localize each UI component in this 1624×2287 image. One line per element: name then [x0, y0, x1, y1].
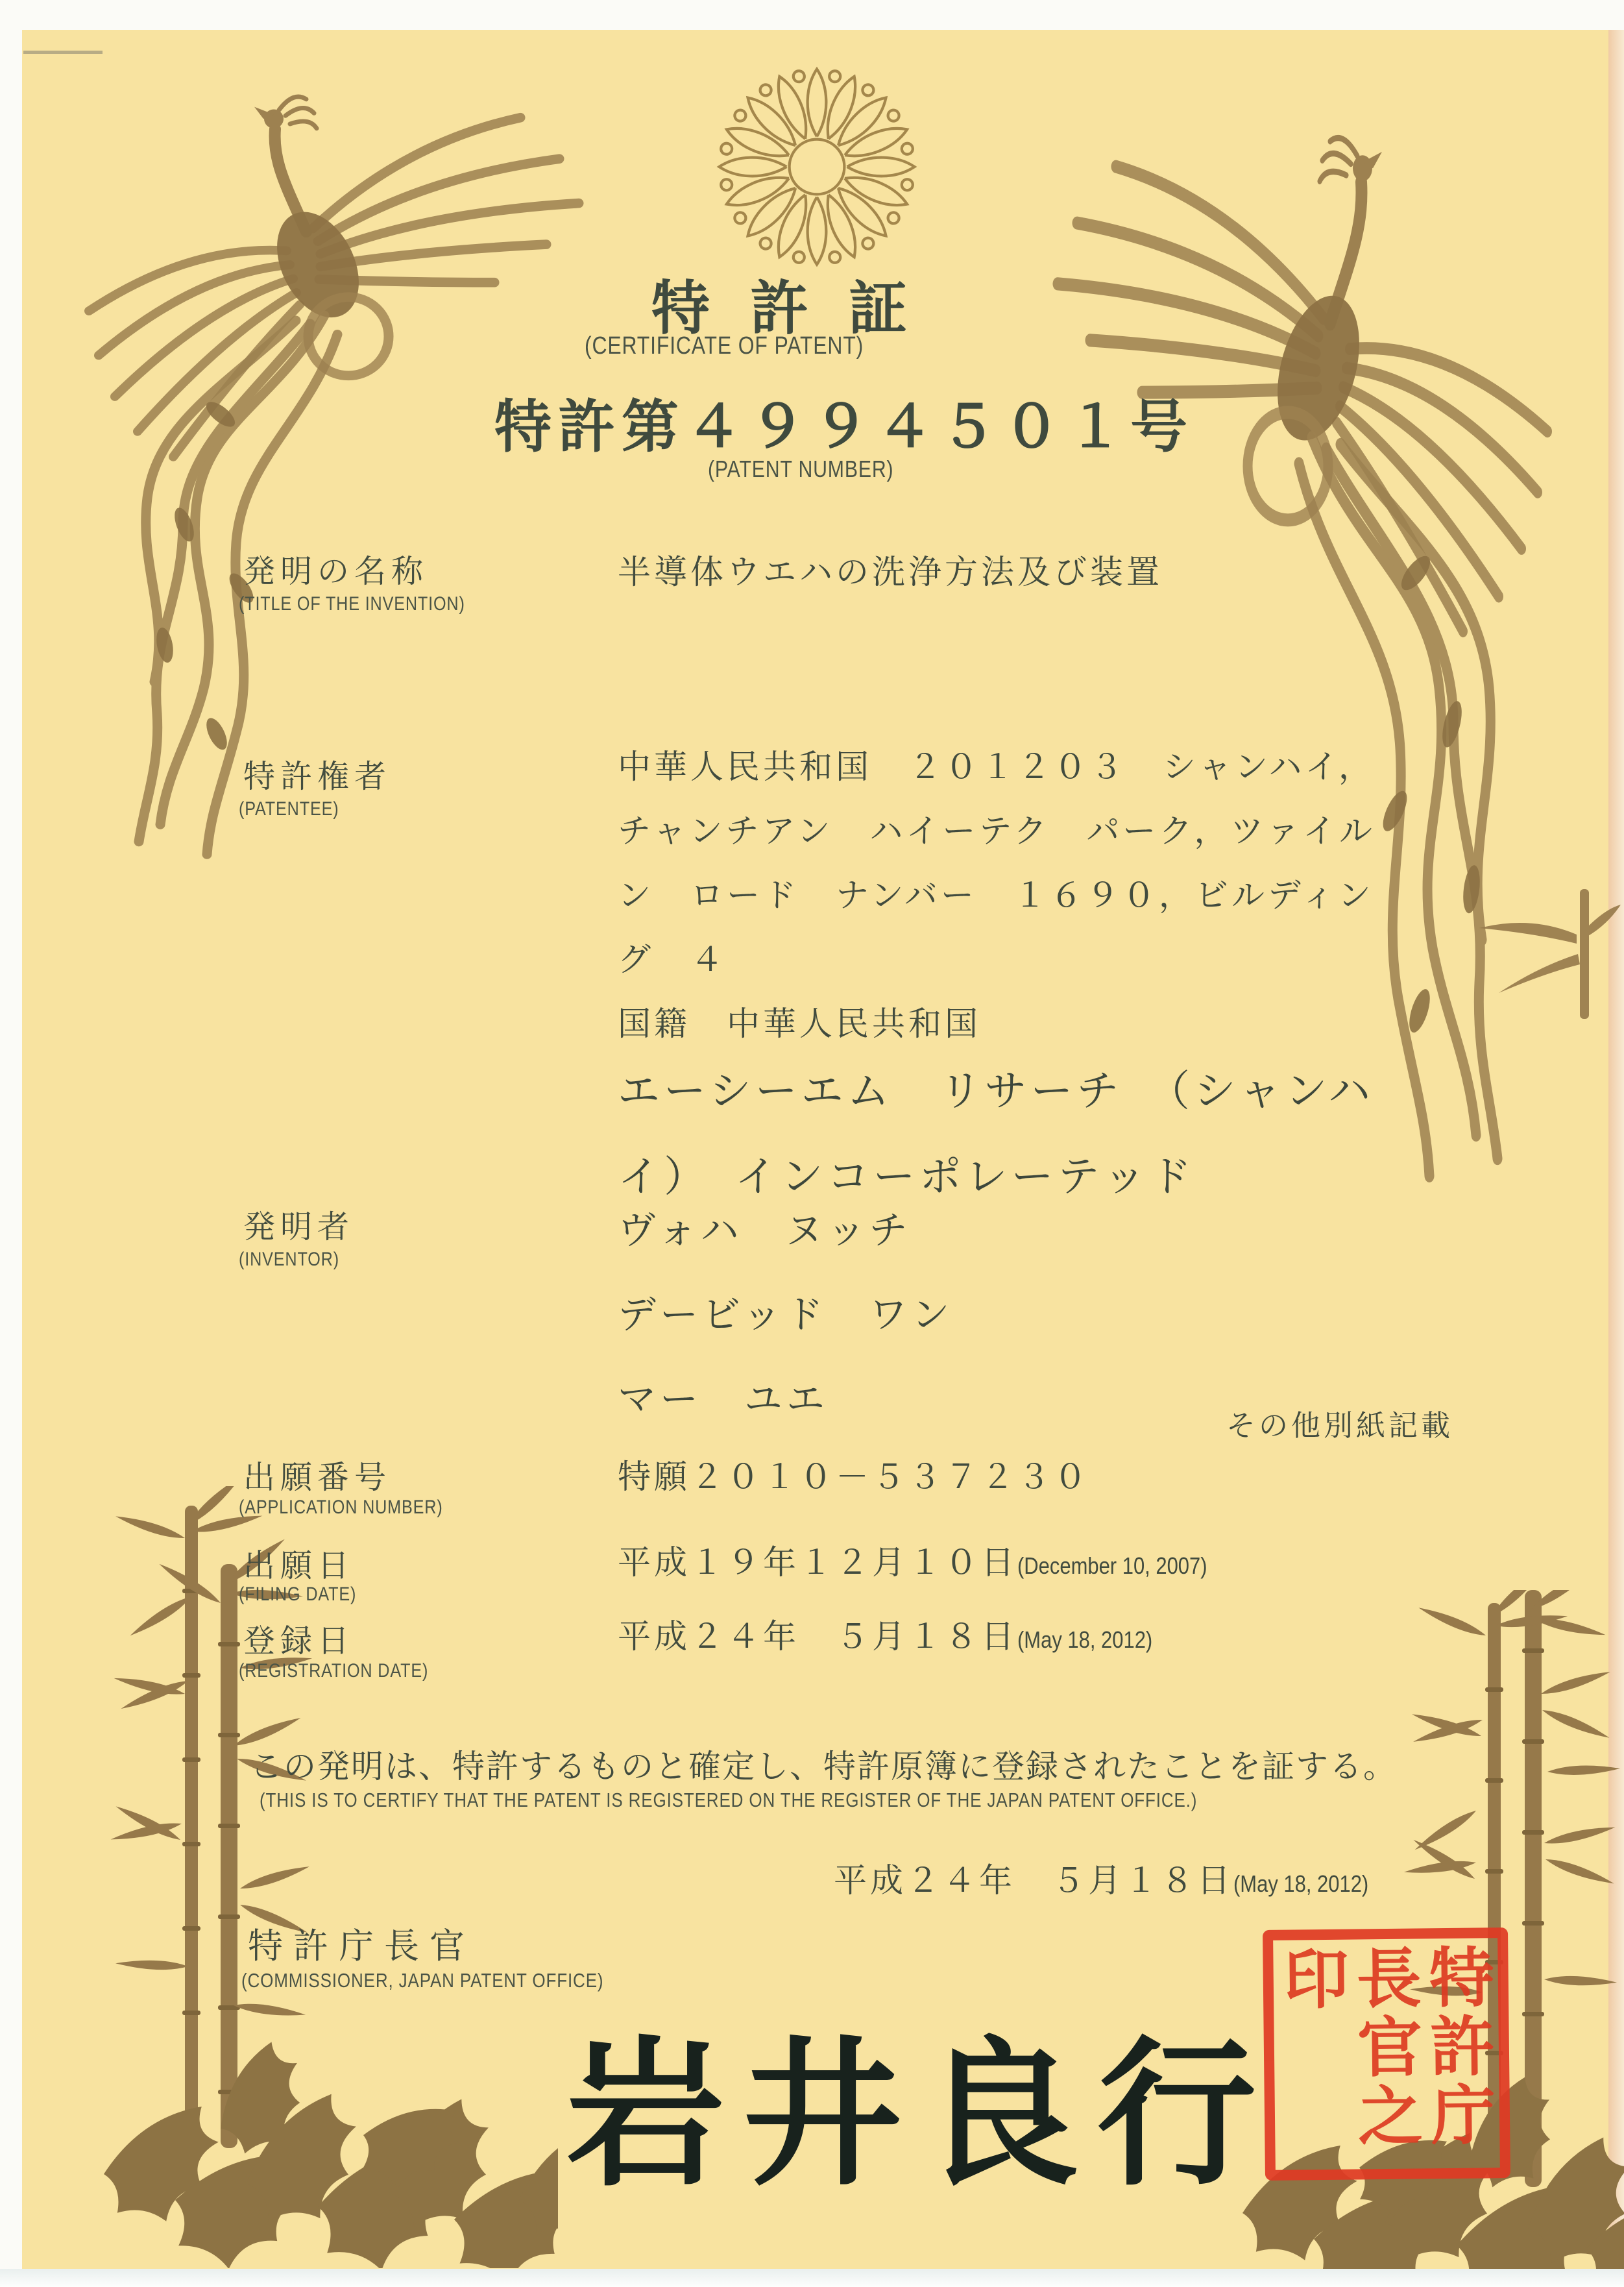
- chrysanthemum-crest-icon: [714, 64, 920, 270]
- patentee-address-line: ン ロード ナンバー １６９０，ビルディン: [618, 878, 1374, 914]
- commissioner-signature: 岩井良行: [566, 2028, 1274, 2204]
- inventor-name: ヴォハ ヌッチ: [618, 1209, 912, 1252]
- certification-date-en: (May 18, 2012): [1233, 1870, 1369, 1897]
- invention-label: 発明の名称: [243, 554, 429, 589]
- inventor-name: マー ユエ: [618, 1378, 829, 1421]
- certification-date: [834, 1853, 1390, 1902]
- inventor-label: 発明者: [243, 1209, 355, 1245]
- filing-date-ja: 平成１９年１２月１０日: [618, 1545, 1018, 1582]
- official-seal-text: 特許庁長官之印: [1274, 1943, 1494, 2151]
- patentee-name-line: エーシーエム リサーチ （シャンハ: [618, 1068, 1375, 1115]
- inventor-name: デービッド ワン: [618, 1293, 954, 1336]
- filing-date-value: [618, 1535, 1238, 1584]
- filing-date-label: 出願日: [243, 1548, 355, 1584]
- patentee-nationality-line: 国籍 中華人民共和国: [618, 1007, 982, 1043]
- certification-date-ja: 平成２４年 ５月１８日: [834, 1863, 1234, 1900]
- bamboo-sprig-icon: [1453, 889, 1622, 1019]
- patentee-name-line: イ） インコーポレーテッド: [618, 1154, 1196, 1201]
- patentee-label-en: (PATENTEE): [239, 798, 339, 820]
- patentee-address-line: チャンチアン ハイーテク パーク，ツァイル: [618, 814, 1376, 850]
- patent-number: 特許第４９９４５０１号: [494, 397, 1194, 459]
- other-note: その他別紙記載: [1226, 1410, 1453, 1442]
- registration-date-value: [618, 1609, 1174, 1657]
- invention-label-en: (TITLE OF THE INVENTION): [239, 593, 465, 615]
- patent-number-en: (PATENT NUMBER): [708, 456, 894, 482]
- inventor-label-en: (INVENTOR): [239, 1249, 339, 1270]
- application-number-label: 出願番号: [243, 1460, 392, 1495]
- patentee-label: 特許権者: [243, 759, 392, 794]
- invention-value: 半導体ウエハの洗浄方法及び装置: [618, 555, 1163, 591]
- certification-statement-en: (THIS IS TO CERTIFY THAT THE PATENT IS REGISTERED ON THE REGISTER OF THE JAPAN PATENT OFFICE.): [260, 1789, 1198, 1811]
- official-seal: [1263, 1927, 1510, 2181]
- certificate-title: 特許証: [651, 277, 947, 341]
- filing-date-en: (December 10, 2007): [1017, 1552, 1207, 1579]
- phoenix-right-icon: [1025, 62, 1609, 1192]
- commissioner-label-en: (COMMISSIONER, JAPAN PATENT OFFICE): [241, 1969, 604, 1992]
- registration-date-en: (May 18, 2012): [1017, 1626, 1153, 1653]
- application-number-value: 特願２０１０－５３７２３０: [618, 1460, 1091, 1496]
- registration-date-label-en: (REGISTRATION DATE): [239, 1660, 429, 1682]
- commissioner-label: 特許庁長官: [248, 1927, 475, 1966]
- application-number-label-en: (APPLICATION NUMBER): [239, 1497, 443, 1518]
- scan-edge-bottom: [0, 2269, 1624, 2287]
- patentee-address-line: 中華人民共和国 ２０１２０３ シャンハイ，: [618, 750, 1375, 786]
- patentee-address-line: グ ４: [618, 942, 727, 979]
- registration-date-label: 登録日: [243, 1623, 355, 1659]
- filing-date-label-en: (FILING DATE): [239, 1584, 357, 1605]
- registration-date-ja: 平成２４年 ５月１８日: [618, 1619, 1018, 1656]
- certificate-title-en: (CERTIFICATE OF PATENT): [584, 332, 864, 360]
- certification-statement: この発明は、特許するものと確定し、特許原簿に登録されたことを証する。: [250, 1748, 1397, 1785]
